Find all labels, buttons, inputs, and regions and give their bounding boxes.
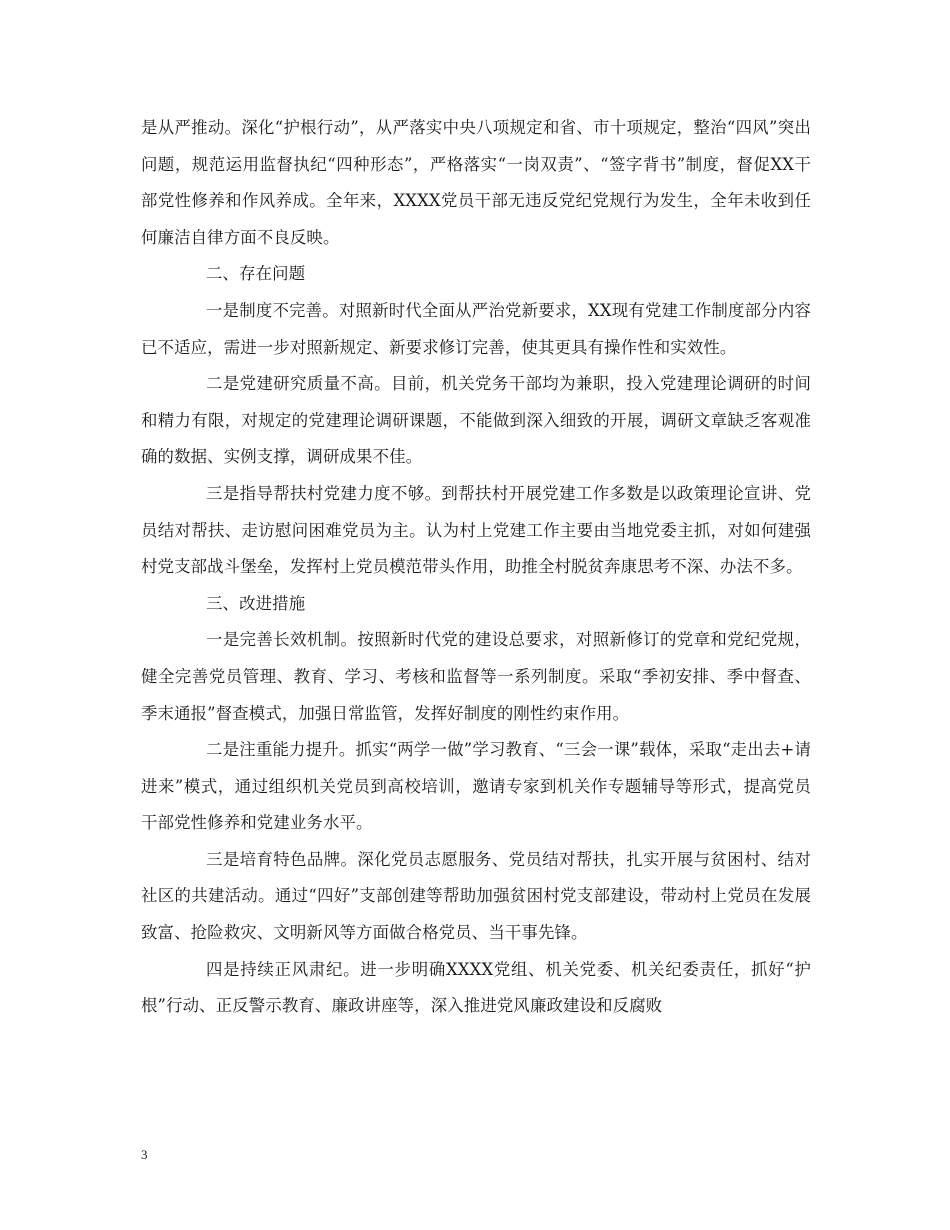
paragraph-continuation: 是从严推动。深化“护根行动”，从严落实中央八项规定和省、市十项规定，整治“四风”突出问题，规范运用监督执纪“四种形态”，严格落实“一岗双责”、“签字背书”制度，督促XX干部党性修养和作风养成。全年来，XXXX党员干部无违反党纪党规行为发生，全年未收到任何廉洁自律方面不良反映。	[141, 118, 811, 247]
paragraph-problem-3: 三是指导帮扶村党建力度不够。到帮扶村开展党建工作多数是以政策理论宣讲、党员结对帮扶、走访慰问困难党员为主。认为村上党建工作主要由当地党委主抓，对如何建强村党支部战斗堡垒，发挥村上党员模范带头作用，助推全村脱贫奔康思考不深、办法不多。	[141, 483, 811, 577]
page-number: 3	[141, 1147, 148, 1162]
paragraph-problem-2: 二是党建研究质量不高。目前，机关党务干部均为兼职，投入党建理论调研的时间和精力有限，对规定的党建理论调研课题，不能做到深入细致的开展，调研文章缺乏客观准确的数据、实例支撑，调研成果不佳。	[141, 374, 811, 467]
paragraph-measure-3: 三是培育特色品牌。深化党员志愿服务、党员结对帮扶，扎实开展与贫困村、结对社区的共建活动。通过“四好”支部创建等帮助加强贫困村党支部建设，带动村上党员在发展致富、抢险救灾、文明新风等方面做合格党员、当干事先锋。	[141, 849, 811, 943]
paragraph-measure-2: 二是注重能力提升。抓实“两学一做”学习教育、“三会一课”载体，采取“走出去+请进来”模式，通过组织机关党员到高校培训，邀请专家到机关作专题辅导等形式，提高党员干部党性修养和党建业务水平。	[141, 740, 811, 833]
paragraph-measure-1: 一是完善长效机制。按照新时代党的建设总要求，对照新修订的党章和党纪党规，健全完善党员管理、教育、学习、考核和监督等一系列制度。采取“季初安排、季中督查、季末通报”督查模式，加强日常监管，发挥好制度的刚性约束作用。	[141, 630, 811, 723]
section-heading-measures: 三、改进措施	[206, 593, 306, 613]
document-body	[141, 110, 811, 1025]
section-heading-problems: 二、存在问题	[206, 264, 306, 284]
paragraph-problem-1: 一是制度不完善。对照新时代全面从严治党新要求，XX现有党建工作制度部分内容已不适应，需进一步对照新规定、新要求修订完善，使其更具有操作性和实效性。	[141, 300, 811, 357]
paragraph-measure-4: 四是持续正风肃纪。进一步明确XXXX党组、机关党委、机关纪委责任，抓好“护根”行动、正反警示教育、廉政讲座等，深入推进党风廉政建设和反腐败	[141, 959, 811, 1016]
